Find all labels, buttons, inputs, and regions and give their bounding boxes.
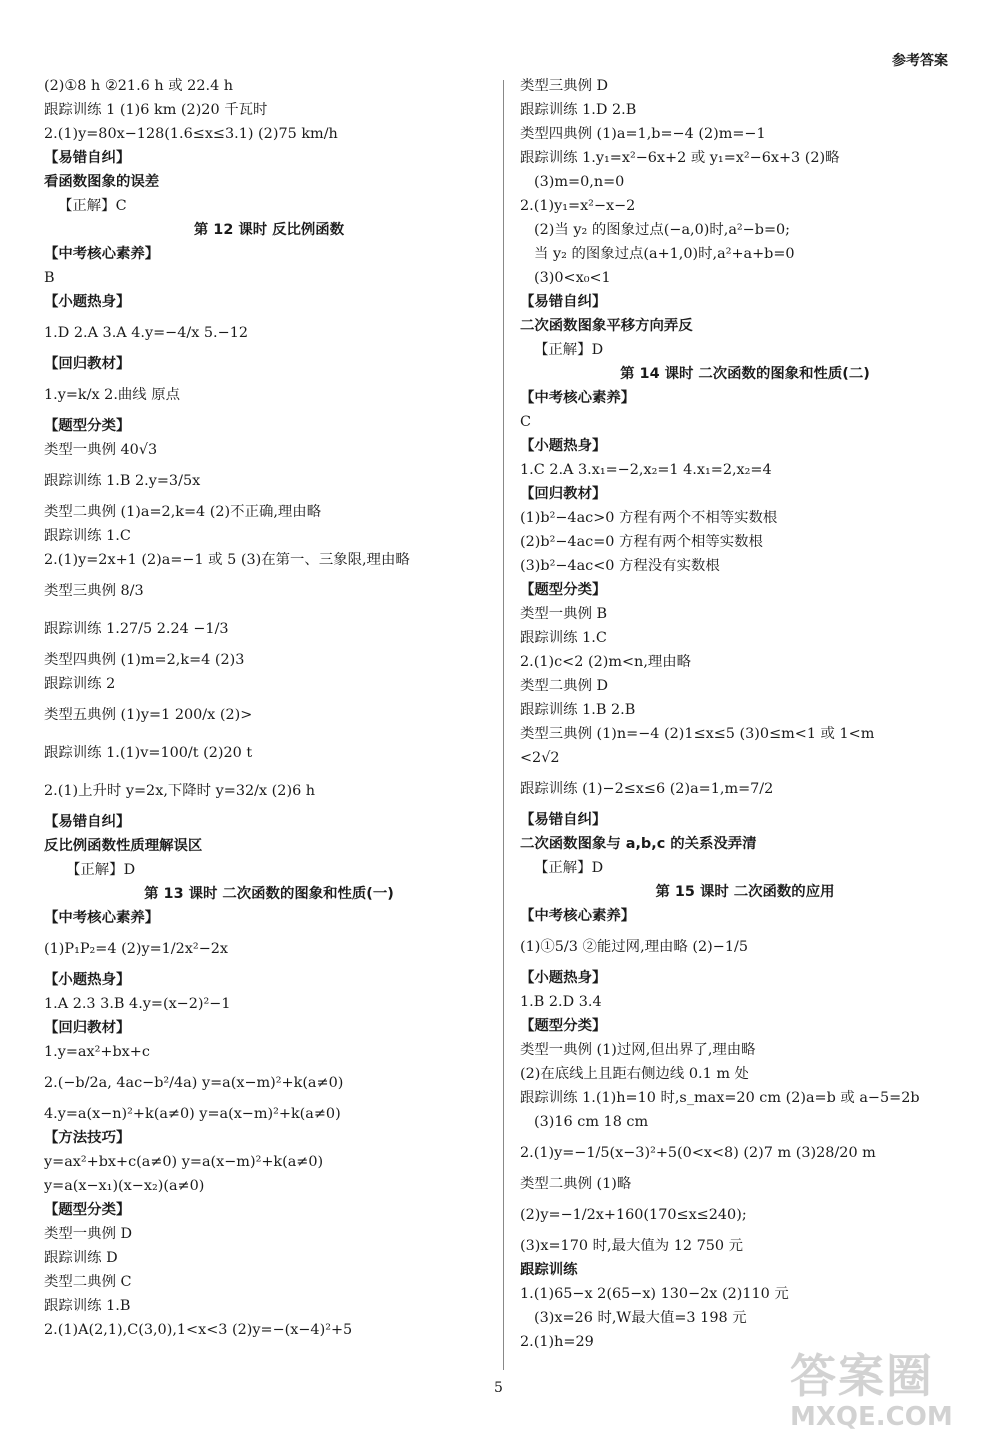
right-answer-line: 二次函数图象与 a,b,c 的关系没弄清 [520,836,757,852]
left-answer-line: 【中考核心素养】 [44,910,160,926]
left-answer-line: 【中考核心素养】 [44,246,160,262]
page-number: 5 [494,1380,503,1396]
right-answer-line: (3)x=170 时,最大值为 12 750 元 [520,1238,744,1254]
left-answer-line: 2.(1)A(2,1),C(3,0),1<x<3 (2)y=−(x−4)²+5 [44,1322,353,1338]
right-answer-line: (3)x=26 时,W最大值=3 198 元 [534,1310,747,1326]
right-answer-line: 跟踪训练 [520,1262,578,1278]
left-answer-line: 【易错自纠】 [44,814,131,830]
left-answer-line: (1)P₁P₂=4 (2)y=1/2x²−2x [44,941,229,957]
right-answer-line: 类型四典例 (1)a=1,b=−4 (2)m=−1 [520,126,766,142]
left-answer-line: 类型一典例 D [44,1226,133,1242]
left-answer-line: 【正解】D [66,862,136,878]
right-answer-line: (2)当 y₂ 的图象过点(−a,0)时,a²−b=0; [534,222,791,238]
right-answer-line: 二次函数图象平移方向弄反 [520,318,693,334]
left-answer-line: y=ax²+bx+c(a≠0) y=a(x−m)²+k(a≠0) [44,1154,324,1170]
right-column [520,74,970,1354]
right-answer-line: 1.C 2.A 3.x₁=−2,x₂=1 4.x₁=2,x₂=4 [520,462,772,478]
right-answer-line: 类型二典例 (1)略 [520,1176,632,1192]
left-answer-line: 【题型分类】 [44,1202,131,1218]
left-answer-line: 跟踪训练 1.B 2.y=3/5x [44,473,201,489]
right-answer-line: (3)0<x₀<1 [534,270,611,286]
left-answer-line: 【正解】C [58,198,127,214]
left-answer-line: y=a(x−x₁)(x−x₂)(a≠0) [44,1178,205,1194]
left-answer-line: 【易错自纠】 [44,150,131,166]
left-answer-line: 跟踪训练 1.C [44,528,131,544]
left-answer-line: 看函数图象的误差 [44,174,160,190]
left-answer-line: 【回归教材】 [44,1020,131,1036]
right-answer-line: 2.(1)c<2 (2)m<n,理由略 [520,654,692,670]
left-answer-line: 1.y=ax²+bx+c [44,1044,150,1060]
left-column [44,74,494,1342]
left-answer-line: 类型三典例 8/3 [44,583,144,599]
left-answer-line: 第 13 课时 二次函数的图象和性质(一) [144,886,394,902]
right-answer-line: 2.(1)y=−1/5(x−3)²+5(0<x<8) (2)7 m (3)28/20 m [520,1145,876,1161]
right-answer-line: 类型三典例 D [520,78,609,94]
left-answer-line: 类型五典例 (1)y=1 200/x (2)> [44,707,253,723]
right-answer-line: 第 14 课时 二次函数的图象和性质(二) [620,366,870,382]
right-answer-line: 【中考核心素养】 [520,390,636,406]
right-answer-line: 【小题热身】 [520,970,607,986]
left-answer-line: 【回归教材】 [44,356,131,372]
left-answer-line: 反比例函数性质理解误区 [44,838,203,854]
right-answer-line: 【正解】D [534,342,604,358]
left-answer-line: 1.y=k/x 2.曲线 原点 [44,387,181,403]
header-label: 参考答案 [892,53,948,69]
right-answer-line: 1.B 2.D 3.4 [520,994,602,1010]
right-answer-line: 跟踪训练 1.y₁=x²−6x+2 或 y₁=x²−6x+3 (2)略 [520,150,840,166]
left-answer-line: 跟踪训练 1.B [44,1298,131,1314]
left-answer-line: 2.(1)上升时 y=2x,下降时 y=32/x (2)6 h [44,783,316,799]
right-answer-line: (2)在底线上且距右侧边线 0.1 m 处 [520,1066,749,1082]
left-answer-line: B [44,270,55,286]
right-answer-line: 1.(1)65−x 2(65−x) 130−2x (2)110 元 [520,1286,789,1302]
left-answer-line: 【小题热身】 [44,972,131,988]
right-answer-line: 【回归教材】 [520,486,607,502]
right-answer-line: 跟踪训练 1.C [520,630,607,646]
left-answer-line: 跟踪训练 2 [44,676,116,692]
right-answer-line: (3)16 cm 18 cm [534,1114,649,1130]
right-answer-line: 第 15 课时 二次函数的应用 [655,884,835,900]
right-answer-line: 类型一典例 B [520,606,608,622]
left-answer-line: 类型四典例 (1)m=2,k=4 (2)3 [44,652,245,668]
right-answer-line: 类型一典例 (1)过网,但出界了,理由略 [520,1042,756,1058]
right-answer-line: (3)b²−4ac<0 方程没有实数根 [520,558,720,574]
right-answer-line: 2.(1)h=29 [520,1334,594,1350]
right-answer-line: 【题型分类】 [520,582,607,598]
right-answer-line: (2)y=−1/2x+160(170≤x≤240); [520,1207,747,1223]
watermark-top: 答案圈 [790,1349,934,1403]
left-answer-line: 跟踪训练 1 (1)6 km (2)20 千瓦时 [44,102,268,118]
left-answer-line: 1.A 2.3 3.B 4.y=(x−2)²−1 [44,996,231,1012]
right-answer-line: 跟踪训练 (1)−2≤x≤6 (2)a=1,m=7/2 [520,781,774,797]
left-answer-line: (2)①8 h ②21.6 h 或 22.4 h [44,78,234,94]
left-answer-line: 【小题热身】 [44,294,131,310]
right-answer-line: 跟踪训练 1.B 2.B [520,702,636,718]
left-answer-line: 2.(−b/2a, 4ac−b²/4a) y=a(x−m)²+k(a≠0) [44,1075,344,1091]
right-answer-line: 【题型分类】 [520,1018,607,1034]
left-answer-line: 【方法技巧】 [44,1130,131,1146]
left-answer-line: 4.y=a(x−n)²+k(a≠0) y=a(x−m)²+k(a≠0) [44,1106,341,1122]
right-answer-line: (3)m=0,n=0 [534,174,625,190]
right-answer-line: 【易错自纠】 [520,812,607,828]
right-answer-line: (1)b²−4ac>0 方程有两个不相等实数根 [520,510,778,526]
column-divider [503,80,504,1370]
left-answer-line: 【题型分类】 [44,418,131,434]
left-answer-line: 跟踪训练 1.27/5 2.24 −1/3 [44,621,229,637]
watermark-logo [790,1350,990,1435]
left-answer-line: 第 12 课时 反比例函数 [193,222,345,238]
left-answer-line: 跟踪训练 1.(1)v=100/t (2)20 t [44,745,253,761]
left-answer-line: 跟踪训练 D [44,1250,118,1266]
right-answer-line: 跟踪训练 1.(1)h=10 时,s_max=20 cm (2)a=b 或 a−5=2b [520,1090,920,1106]
right-answer-line: 【正解】D [534,860,604,876]
left-answer-line: 类型二典例 (1)a=2,k=4 (2)不正确,理由略 [44,504,322,520]
right-answer-line: 类型二典例 D [520,678,609,694]
left-answer-line: 类型二典例 C [44,1274,132,1290]
left-answer-line: 2.(1)y=2x+1 (2)a=−1 或 5 (3)在第一、三象限,理由略 [44,552,410,568]
right-answer-line: 2.(1)y₁=x²−x−2 [520,198,636,214]
left-answer-line: 类型一典例 40√3 [44,442,158,458]
right-answer-line: 类型三典例 (1)n=−4 (2)1≤x≤5 (3)0≤m<1 或 1<m [520,726,875,742]
right-answer-line: <2√2 [520,750,560,766]
right-answer-line: 【小题热身】 [520,438,607,454]
right-answer-line: C [520,414,532,430]
right-answer-line: 【中考核心素养】 [520,908,636,924]
right-answer-line: 【易错自纠】 [520,294,607,310]
left-answer-line: 1.D 2.A 3.A 4.y=−4/x 5.−12 [44,325,249,341]
right-answer-line: (2)b²−4ac=0 方程有两个相等实数根 [520,534,763,550]
right-answer-line: 跟踪训练 1.D 2.B [520,102,637,118]
left-answer-line: 2.(1)y=80x−128(1.6≤x≤3.1) (2)75 km/h [44,126,338,142]
watermark-bottom: MXQE.COM [790,1402,953,1432]
right-answer-line: 当 y₂ 的图象过点(a+1,0)时,a²+a+b=0 [534,246,795,262]
right-answer-line: (1)①5/3 ②能过网,理由略 (2)−1/5 [520,939,748,955]
